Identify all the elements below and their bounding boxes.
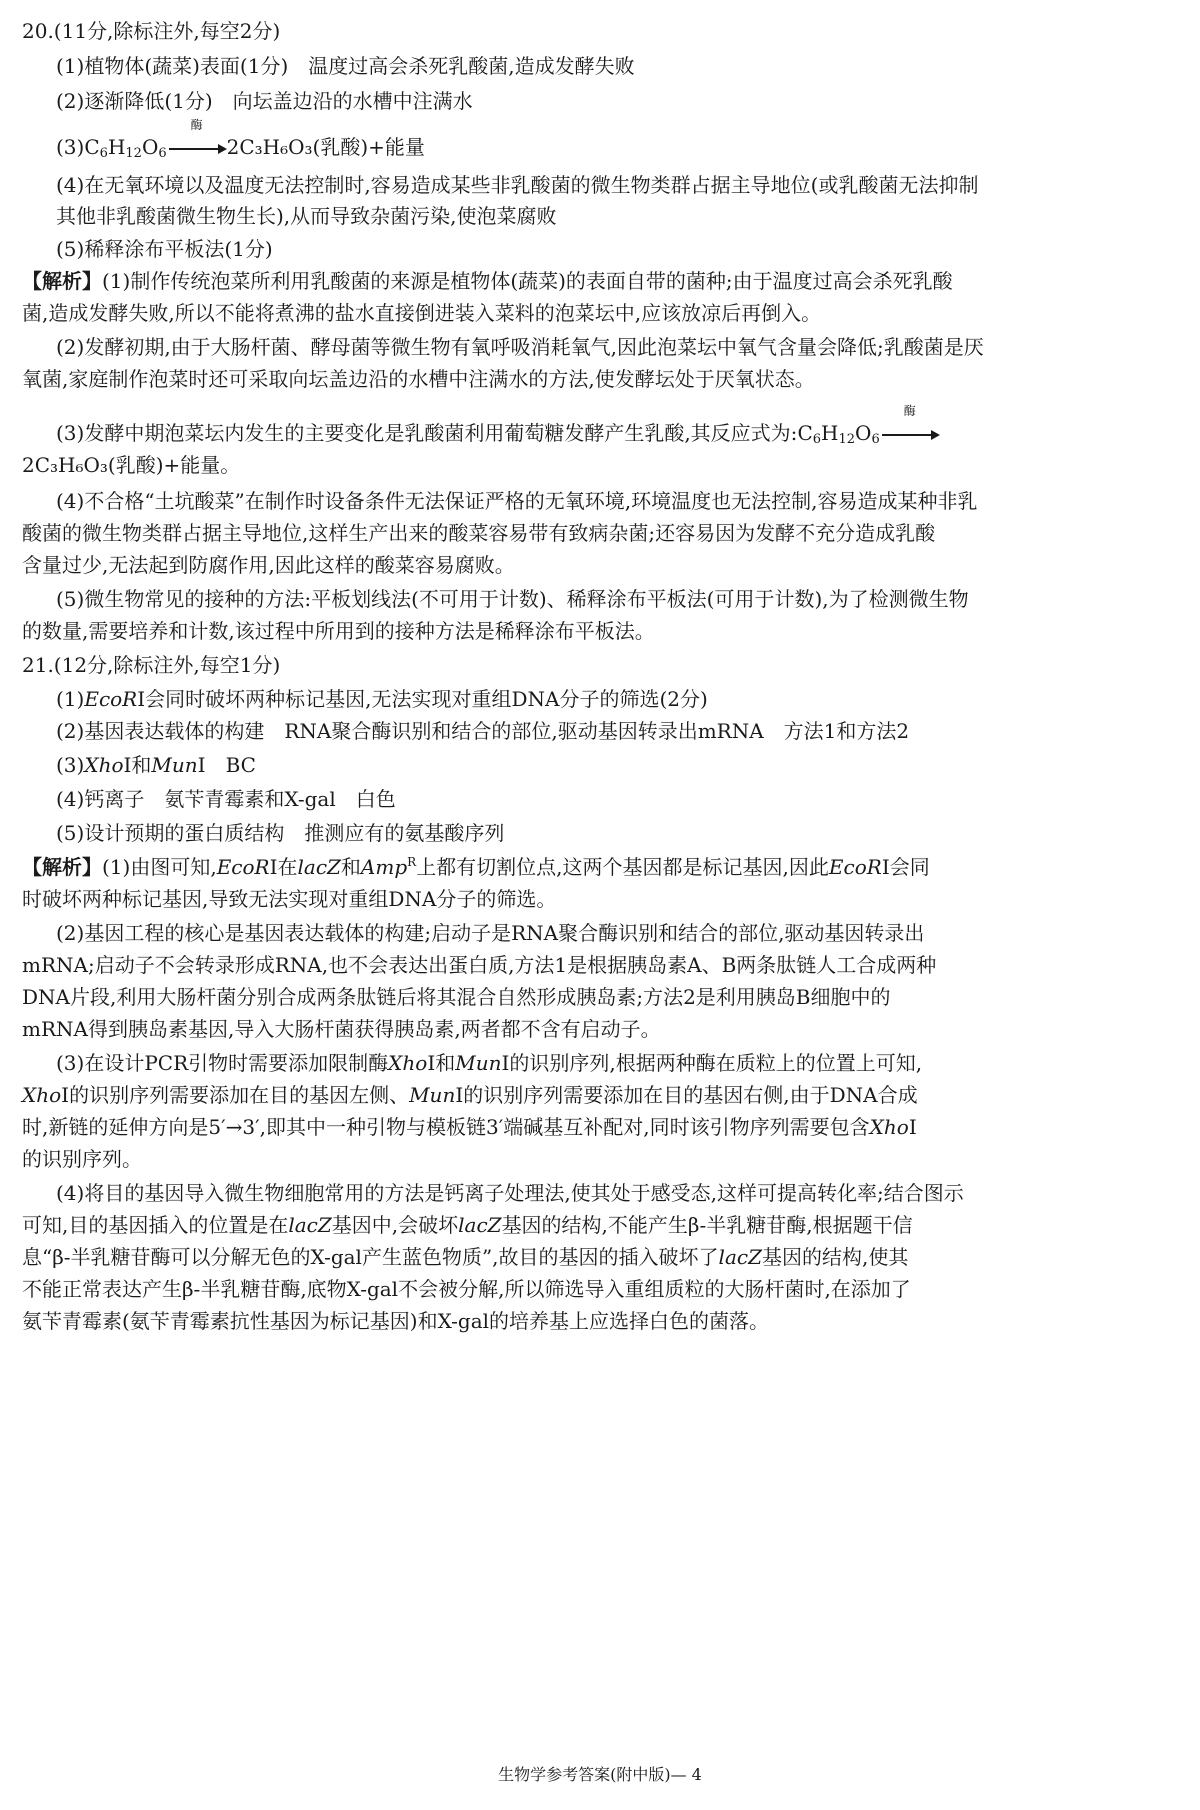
q20-analysis-4-line-3: 含量过少,无法起到防腐作用,因此这样的酸菜容易腐败。: [22, 553, 515, 577]
q21-answer-5: (5)设计预期的蛋白质结构 推测应有的氨基酸序列: [56, 821, 505, 845]
page-footer: 生物学参考答案(附中版)— 4: [498, 1765, 702, 1784]
q21-analysis-3-line-3: [22, 1114, 917, 1140]
q20-analysis-5-line-2: 的数量,需要培养和计数,该过程中所用到的接种方法是稀释涂布平板法。: [22, 619, 655, 643]
q20-answer-1: (1)植物体(蔬菜)表面(1分) 温度过高会杀死乳酸菌,造成发酵失败: [56, 54, 635, 78]
q21-jx4-l3-p2: 基因的结构,使其: [761, 1245, 909, 1269]
q20-answer-3: $(3)C_6H_{12}O_6$ 酶 2C₃H₆O₃(乳酸)+能量: [56, 118, 425, 161]
enzyme-label-2: 酶: [903, 404, 916, 418]
q21-analysis-3-line-4: 的识别序列。: [22, 1147, 142, 1171]
q21-analysis-2-line-1: (2)基因工程的核心是基因表达载体的构建;启动子是RNA聚合酶识别和结合的部位,驱动基因转录出: [56, 921, 925, 945]
enzyme-arrow-icon: [880, 404, 940, 446]
q21-jx4-l2-p3: 基因的结构,不能产生β-半乳糖苷酶,根据题干信: [501, 1213, 913, 1237]
q21-answer-3: [56, 752, 256, 778]
q21-jx1-p4: 上都有切割位点,这两个基因都是标记基因,因此: [416, 855, 829, 879]
lacz-gene: lacZ: [297, 855, 341, 879]
analysis-label-2: 【解析】: [22, 855, 102, 879]
enzyme-arrow-icon: [167, 118, 227, 160]
q21-answer-2: (2)基因表达载体的构建 RNA聚合酶识别和结合的部位,驱动基因转录出mRNA 方法1和方法2: [56, 719, 910, 743]
amp-superscript: R: [407, 855, 417, 869]
q21-jx4-l3-p1: 息“β-半乳糖苷酶可以分解无色的X-gal产生蓝色物质”,故目的基因的插入破坏了: [22, 1245, 719, 1269]
q21-analysis-2-line-2: mRNA;启动子不会转录形成RNA,也不会表达出蛋白质,方法1是根据胰岛素A、B两条肽链人工合成两种: [22, 953, 937, 977]
xho-enzyme: Xho: [388, 1051, 428, 1075]
q21-answer-4: (4)钙离子 氨苄青霉素和X-gal 白色: [56, 787, 396, 811]
q21-analysis-2-line-4: mRNA得到胰岛素基因,导入大肠杆菌获得胰岛素,两者都不含有启动子。: [22, 1017, 661, 1041]
q21-jx1-p5: Ⅰ会同: [881, 855, 930, 879]
q21-analysis-4-line-4: 不能正常表达产生β-半乳糖苷酶,底物X-gal不会被分解,所以筛选导入重组质粒的大肠杆菌时,在添加了: [22, 1277, 911, 1301]
q21-jx3-p2: Ⅰ和: [427, 1051, 456, 1075]
ecor-enzyme: EcoR: [84, 687, 138, 711]
q20-analysis-3-line-2: 2C₃H₆O₃(乳酸)+能量。: [22, 453, 241, 477]
q20-answer-2: (2)逐渐降低(1分) 向坛盖边沿的水槽中注满水: [56, 89, 473, 113]
xho-enzyme: Xho: [869, 1115, 909, 1139]
q20-analysis-4-line-2: 酸菌的微生物类群占据主导地位,这样生产出来的酸菜容易带有致病杂菌;还容易因为发酵不充分造成乳酸: [22, 521, 936, 545]
q21-a1-prefix: (1): [56, 687, 85, 711]
q21-a3-prefix: (3): [56, 753, 85, 777]
q21-jx3-l2-p2: Ⅰ的识别序列需要添加在目的基因右侧,由于DNA合成: [455, 1083, 918, 1107]
q20-analysis-5-line-1: (5)微生物常见的接种的方法:平板划线法(不可用于计数)、稀释涂布平板法(可用于计数),为了检测微生物: [56, 587, 969, 611]
q21-analysis-3-line-1: [56, 1050, 922, 1076]
q20-analysis-1-text: (1)制作传统泡菜所利用乳酸菌的来源是植物体(蔬菜)的表面自带的菌种;由于温度过高会杀死乳酸: [102, 269, 953, 293]
q20-answer-3-prefix: (3): [56, 135, 85, 159]
q21-analysis-4-line-2: [22, 1212, 913, 1238]
q20-analysis-1-line-1: [22, 268, 953, 294]
q20-answer-4-line-1: (4)在无氧环境以及温度无法控制时,容易造成某些非乳酸菌的微生物类群占据主导地位(或乳酸菌无法抑制: [56, 173, 979, 197]
q20-analysis-3-text: (3)发酵中期泡菜坛内发生的主要变化是乳酸菌利用葡萄糖发酵产生乳酸,其反应式为:: [56, 421, 798, 445]
q21-header: 21.(12分,除标注外,每空1分): [22, 653, 281, 677]
ecor-enzyme: EcoR: [828, 855, 882, 879]
mun-enzyme: Mun: [409, 1083, 456, 1107]
xho-enzyme: Xho: [84, 753, 124, 777]
q21-jx1-p3: 和: [340, 855, 361, 879]
amp-gene: Amp: [360, 855, 408, 879]
q20-answer-4-line-2: 其他非乳酸菌微生物生长),从而导致杂菌污染,使泡菜腐败: [56, 204, 557, 228]
q21-jx3-l2-p1: Ⅰ的识别序列需要添加在目的基因左侧、: [61, 1083, 410, 1107]
mun-enzyme: Mun: [455, 1051, 502, 1075]
q21-jx3-p1: (3)在设计PCR引物时需要添加限制酶: [56, 1051, 389, 1075]
q21-jx4-l2-p1: 可知,目的基因插入的位置是在: [22, 1213, 289, 1237]
q21-a3-rest: Ⅰ BC: [197, 753, 256, 777]
xho-enzyme: Xho: [22, 1083, 62, 1107]
q21-jx4-l2-p2: 基因中,会破坏: [331, 1213, 459, 1237]
q21-analysis-4-line-5: 氨苄青霉素(氨苄青霉素抗性基因为标记基因)和X-gal的培养基上应选择白色的菌落。: [22, 1309, 770, 1333]
q21-analysis-3-line-2: [22, 1082, 918, 1108]
enzyme-label: 酶: [190, 118, 203, 132]
q20-answer-3-products: 2C₃H₆O₃(乳酸)+能量: [226, 135, 425, 159]
q21-answer-1: [56, 686, 708, 712]
q20-analysis-1-line-2: 菌,造成发酵失败,所以不能将煮沸的盐水直接倒进装入菜料的泡菜坛中,应该放凉后再倒入。: [22, 301, 822, 325]
q21-analysis-2-line-3: DNA片段,利用大肠杆菌分别合成两条肽链后将其混合自然形成胰岛素;方法2是利用胰岛B细胞中的: [22, 985, 891, 1009]
q21-a3-mid: Ⅰ和: [123, 753, 152, 777]
q21-jx1-p1: (1)由图可知,: [102, 855, 217, 879]
lacz-gene: lacZ: [458, 1213, 502, 1237]
q21-analysis-1-line-1: [22, 854, 930, 880]
q21-jx3-p3: Ⅰ的识别序列,根据两种酶在质粒上的位置上可知,: [501, 1051, 923, 1075]
q20-analysis-4-line-1: (4)不合格“土坑酸菜”在制作时设备条件无法保证严格的无氧环境,环境温度也无法控制,容易造成某种非乳: [56, 489, 978, 513]
q21-jx1-p2: Ⅰ在: [269, 855, 298, 879]
analysis-label: 【解析】: [22, 269, 102, 293]
q21-analysis-4-line-1: (4)将目的基因导入微生物细胞常用的方法是钙离子处理法,使其处于感受态,这样可提高转化率;结合图示: [56, 1181, 964, 1205]
q21-analysis-4-line-3: [22, 1244, 908, 1270]
mun-enzyme: Mun: [151, 753, 198, 777]
q21-jx3-l3-end: Ⅰ: [908, 1115, 917, 1139]
q20-answer-5: (5)稀释涂布平板法(1分): [56, 237, 273, 261]
q21-jx3-l3: 时,新链的延伸方向是5′→3′,即其中一种引物与模板链3′端碱基互补配对,同时该引物序列需要包含: [22, 1115, 870, 1139]
lacz-gene: lacZ: [288, 1213, 332, 1237]
q21-analysis-1-line-2: 时破坏两种标记基因,导致无法实现对重组DNA分子的筛选。: [22, 887, 557, 911]
ecor-enzyme: EcoR: [216, 855, 270, 879]
lacz-gene: lacZ: [718, 1245, 762, 1269]
q20-analysis-3-line-1: (3)发酵中期泡菜坛内发生的主要变化是乳酸菌利用葡萄糖发酵产生乳酸,其反应式为$:C_6H_{12}O_6$ 酶: [56, 420, 940, 446]
q20-header: 20.(11分,除标注外,每空2分): [22, 19, 281, 43]
q20-analysis-2-line-2: 氧菌,家庭制作泡菜时还可采取向坛盖边沿的水槽中注满水的方法,使发酵坛处于厌氧状态。: [22, 367, 815, 391]
q21-a1-text: Ⅰ会同时破坏两种标记基因,无法实现对重组DNA分子的筛选(2分): [137, 687, 708, 711]
q20-analysis-2-line-1: (2)发酵初期,由于大肠杆菌、酵母菌等微生物有氧呼吸消耗氧气,因此泡菜坛中氧气含量会降低;乳酸菌是厌: [56, 335, 984, 359]
